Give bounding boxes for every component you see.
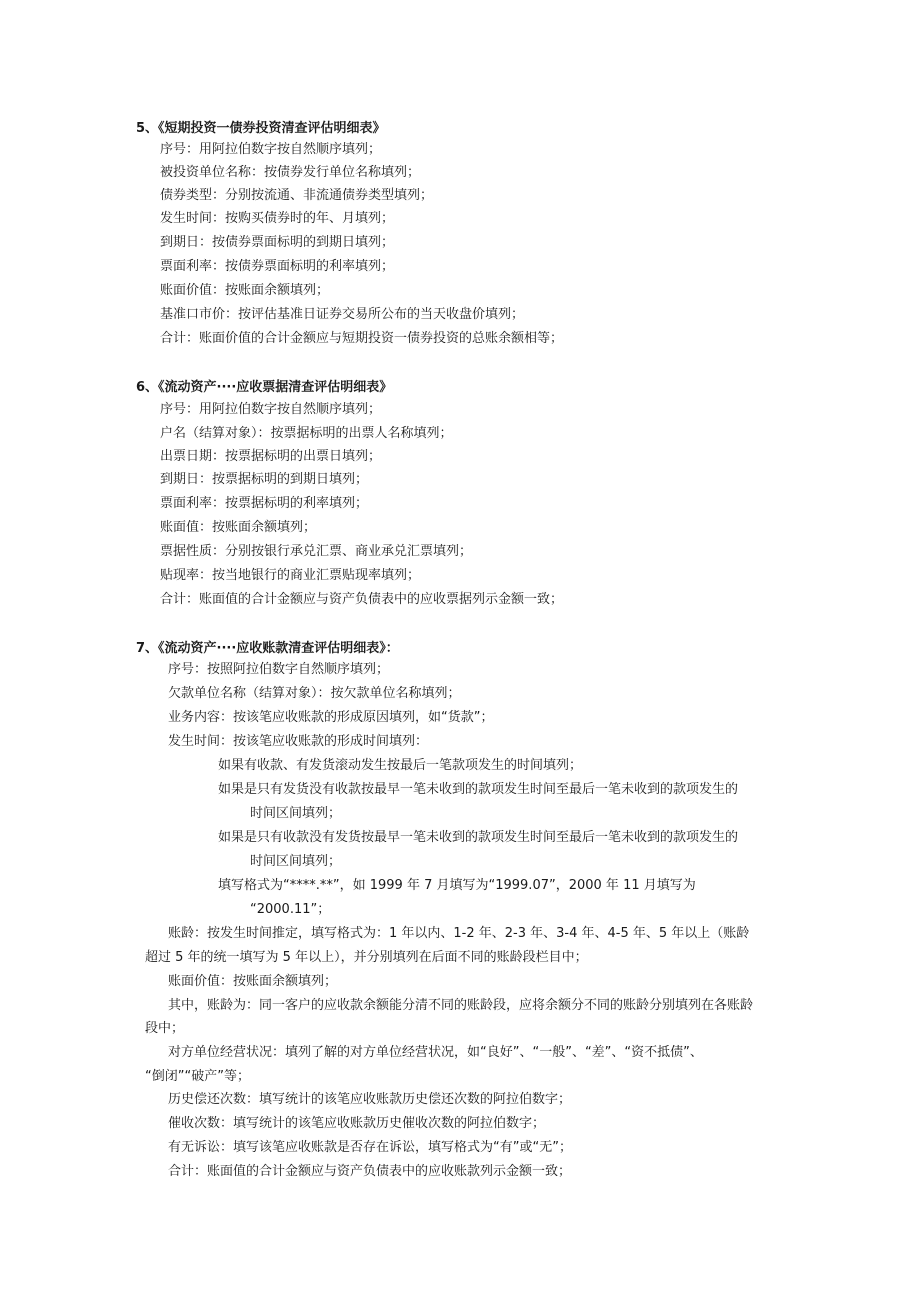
- section-7-line: 对方单位经营状况：填列了解的对方单位经营状况，如“良好”、“一般”、“差”、“资不抵债”、: [168, 1045, 703, 1060]
- section-7-line: 填写格式为“****.**”，如 1999 年 7 月填写为“1999.07”，2000 年 11 月填写为: [218, 878, 696, 893]
- section-7-line: 如果是只有收款没有发货按最早一笔未收到的款项发生时间至最后一笔未收到的款项发生的: [218, 830, 739, 845]
- section-7-line: 欠款单位名称（结算对象）：按欠款单位名称填列；: [168, 686, 461, 701]
- section-6-line: 合计：账面值的合计金额应与资产负债表中的应收票据列示金额一致；: [160, 592, 564, 607]
- section-7-line: 段中；: [145, 1021, 185, 1036]
- section-7-line: 序号：按照阿拉伯数字自然顺序填列；: [168, 662, 390, 677]
- section-5-line: 票面利率：按债券票面标明的利率填列；: [160, 259, 395, 274]
- section-7-line: 其中，账龄为：同一客户的应收款余额能分清不同的账龄段，应将余额分不同的账龄分别填列在各账龄: [168, 998, 754, 1013]
- section-5-line: 基准口市价：按评估基准日证券交易所公布的当天收盘价填列；: [160, 307, 525, 322]
- section-5-line: 到期日：按债券票面标明的到期日填列；: [160, 235, 395, 250]
- section-7-line: 时间区间填列；: [250, 806, 342, 821]
- section-7-line: 如果是只有发货没有收款按最早一笔未收到的款项发生时间至最后一笔未收到的款项发生的: [218, 782, 739, 797]
- section-7-line: 时间区间填列；: [250, 854, 342, 869]
- section-6-line: 序号：用阿拉伯数字按自然顺序填列；: [160, 402, 382, 417]
- section-6-title: 6、《流动资产····应收票据清查评估明细表》: [136, 380, 393, 395]
- section-7-line: 如果有收款、有发货滚动发生按最后一笔款项发生的时间填列；: [218, 758, 583, 773]
- section-5-line: 被投资单位名称：按债券发行单位名称填列；: [160, 165, 421, 180]
- section-5-line: 发生时间：按购买债券时的年、月填列；: [160, 211, 395, 226]
- section-7-title: 7、《流动资产····应收账款清查评估明细表》：: [136, 641, 399, 656]
- section-7-line: 有无诉讼：填写该笔应收账款是否存在诉讼，填写格式为“有”或“无”；: [168, 1140, 572, 1155]
- section-6-line: 票据性质：分别按银行承兑汇票、商业承兑汇票填列；: [160, 544, 473, 559]
- section-5-line: 合计：账面价值的合计金额应与短期投资一债券投资的总账余额相等；: [160, 331, 564, 346]
- section-7-line: 业务内容：按该笔应收账款的形成原因填列，如“货款”；: [168, 710, 494, 725]
- section-6-line: 到期日：按票据标明的到期日填列；: [160, 472, 369, 487]
- section-7-line: 账面价值：按账面余额填列；: [168, 974, 338, 989]
- section-5-line: 序号：用阿拉伯数字按自然顺序填列；: [160, 142, 382, 157]
- section-5-line: 债券类型：分别按流通、非流通债券类型填列；: [160, 188, 434, 203]
- section-7-line: 催收次数：填写统计的该笔应收账款历史催收次数的阿拉伯数字；: [168, 1116, 546, 1131]
- section-6-line: 出票日期：按票据标明的出票日填列；: [160, 449, 382, 464]
- section-7-line: “倒闭”“破产”等；: [145, 1069, 250, 1084]
- section-6-line: 票面利率：按票据标明的利率填列；: [160, 496, 369, 511]
- section-6-line: 贴现率：按当地银行的商业汇票贴现率填列；: [160, 568, 421, 583]
- section-7-line: 超过 5 年的统一填写为 5 年以上），并分别填列在后面不同的账龄段栏目中；: [145, 950, 588, 965]
- section-7-line: 历史偿还次数：填写统计的该笔应收账款历史偿还次数的阿拉伯数字；: [168, 1092, 572, 1107]
- section-7-line: 合计：账面值的合计金额应与资产负债表中的应收账款列示金额一致；: [168, 1164, 572, 1179]
- section-7-line: 账龄：按发生时间推定，填写格式为：1 年以内、1-2 年、2-3 年、3-4 年、4-5 年、5 年以上（账龄: [168, 926, 750, 941]
- section-7-line: “2000.11”；: [250, 902, 331, 917]
- section-5-title: 5、《短期投资一债券投资清查评估明细表》: [136, 121, 386, 136]
- section-6-line: 户名（结算对象）：按票据标明的出票人名称填列；: [160, 426, 453, 441]
- section-7-line: 发生时间：按该笔应收账款的形成时间填列：: [168, 734, 429, 749]
- section-5-line: 账面价值：按账面余额填列；: [160, 283, 330, 298]
- section-6-line: 账面值：按账面余额填列；: [160, 520, 317, 535]
